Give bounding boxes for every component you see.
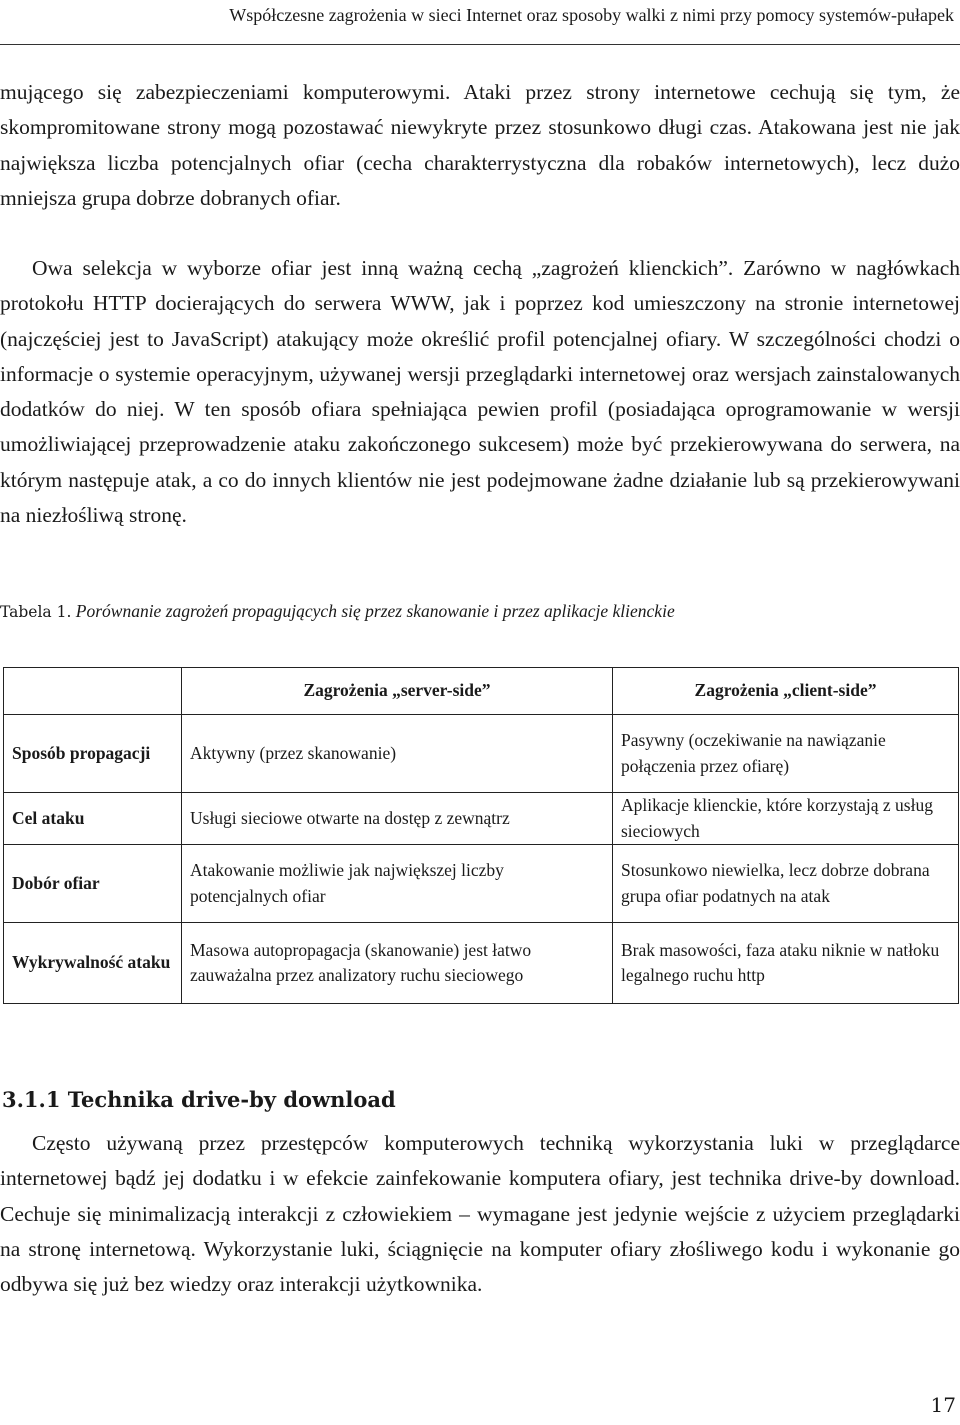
paragraph-3 — [0, 1126, 960, 1302]
paragraph-2-text: Owa selekcja w wyborze ofiar jest inną ważną cechą „zagrożeń klienckich”. Zarówno w nagłówkach protokołu HTTP docierających do serwera WWW, jak i poprzez kod umieszczony na stronie internetowej (najczęściej jest to JavaScript) atakujący może określić profil potencjalnej ofiary. W szczególności chodzi o informacje o systemie operacyjnym, używanej wersji przeglądarki internetowej oraz wersjach zainstalowanych dodatków do niej. W ten sposób ofiara spełniająca pewien profil (posiadająca oprogramowanie w wersji umożliwiającej przeprowadzenie ataku zakończonego sukcesem) może być przekierowywana do serwera, na którym następuje atak, a co do innych klientów nie jest podejmowane żadne działanie lub są przekierowywani na niezłośliwą stronę. — [0, 256, 960, 528]
cell-server-detectability: Masowa autopropagacja (skanowanie) jest łatwo zauważalna przez analizatory ruchu sieciowego — [181, 922, 612, 1004]
cell-client-detectability: Brak masowości, faza ataku niknie w natłoku legalnego ruchu http — [612, 922, 959, 1004]
table-caption-number: Tabela 1. — [0, 603, 72, 621]
section-heading: 3.1.1 Technika drive-by download — [2, 1087, 396, 1112]
cell-client-victim-selection: Stosunkowo niewielka, lecz dobrze dobrana grupa ofiar podatnych na atak — [612, 844, 959, 922]
table-row — [3, 922, 959, 1004]
running-title: Współczesne zagrożenia w sieci Internet oraz sposoby walki z nimi przy pomocy systemów-pułapek — [229, 5, 954, 25]
row-label-detectability: Wykrywalność ataku — [3, 922, 181, 1004]
row-label-target: Cel ataku — [3, 792, 181, 844]
paragraph-1 — [0, 75, 960, 216]
table-corner-cell — [3, 667, 181, 714]
row-label-victim-selection: Dobór ofiar — [3, 844, 181, 922]
table-caption-title: Porównanie zagrożeń propagujących się przez skanowanie i przez aplikacje klienckie — [75, 601, 675, 621]
cell-client-propagation: Pasywny (oczekiwanie na nawiązanie połączenia przez ofiarę) — [612, 714, 959, 792]
row-label-propagation: Sposób propagacji — [3, 714, 181, 792]
cell-server-victim-selection: Atakowanie możliwie jak największej liczby potencjalnych ofiar — [181, 844, 612, 922]
cell-server-target: Usługi sieciowe otwarte na dostęp z zewnątrz — [181, 792, 612, 844]
column-header-server-side: Zagrożenia „server-side” — [181, 667, 612, 714]
comparison-table — [3, 667, 959, 1004]
column-header-client-side: Zagrożenia „client-side” — [612, 667, 959, 714]
page-number: 17 — [930, 1393, 956, 1417]
paragraph-1-text: mującego się zabezpieczeniami komputerowymi. Ataki przez strony internetowe cechują się tym, że skompromitowane strony mogą pozostawać niewykryte przez stosunkowo długi czas. Atakowana jest nie jak największa liczba potencjalnych ofiar (cecha charakterrystyczna dla robaków internetowych), lecz dużo mniejsza grupa dobrze dobranych ofiar. — [0, 80, 960, 210]
table-header-row — [3, 667, 959, 714]
paragraph-3-text: Często używaną przez przestępców komputerowych techniką wykorzystania luki w przeglądarce internetowej bądź jej dodatku i w efekcie zainfekowanie komputera ofiary, jest technika drive-by download. Cechuje się minimalizacją interakcji z człowiekiem – wymagane jest jedynie wejście z użyciem przeglądarki na stronę internetową. Wykorzystanie luki, ściągnięcie na komputer ofiary złośliwego kodu i wykonanie go odbywa się już bez wiedzy oraz interakcji użytkownika. — [0, 1131, 960, 1297]
table-row — [3, 714, 959, 792]
paragraph-2 — [0, 251, 960, 533]
table-row — [3, 844, 959, 922]
cell-server-propagation: Aktywny (przez skanowanie) — [181, 714, 612, 792]
cell-client-target: Aplikacje klienckie, które korzystają z usług sieciowych — [612, 792, 959, 844]
table-row — [3, 792, 959, 844]
running-header — [0, 0, 960, 45]
table-caption — [0, 601, 675, 622]
